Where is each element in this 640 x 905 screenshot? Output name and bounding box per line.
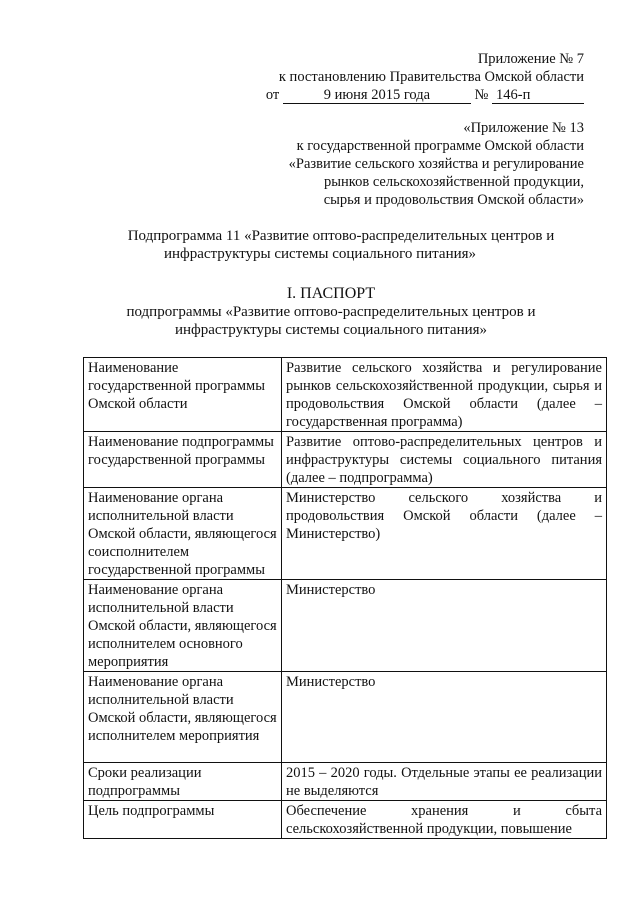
appendix-date-line: [266, 86, 584, 104]
row-label: Наименование органа исполнительной власти Омской области, являющегося соисполнителем государственной программы: [84, 488, 282, 580]
row-label: Наименование государственной программы Омской области: [84, 358, 282, 432]
table-row: [84, 358, 607, 432]
program-name-line-2: рынков сельскохозяйственной продукции,: [324, 174, 584, 190]
row-value: Министерство: [282, 672, 607, 763]
table-row: [84, 672, 607, 763]
subprogram-title-line-1: Подпрограмма 11 «Развитие оптово-распределительных центров и: [127, 228, 555, 244]
table-row: [84, 801, 607, 839]
subprogram-title: [0, 227, 640, 263]
appendix-decree-ref: к постановлению Правительства Омской области: [278, 69, 584, 85]
row-label: Наименование органа исполнительной власти Омской области, являющегося исполнителем основного мероприятия: [84, 580, 282, 672]
table-row: [84, 432, 607, 488]
table-row: [84, 763, 607, 801]
program-ref: к государственной программе Омской области: [296, 138, 584, 154]
appendix-number: Приложение № 7: [477, 51, 584, 67]
row-value: Министерство: [282, 580, 607, 672]
passport-title: I. ПАСПОРТ: [286, 285, 376, 302]
passport-subtitle-line-2: инфраструктуры системы социального питания»: [174, 322, 488, 338]
row-label: Цель подпрограммы: [84, 801, 282, 839]
passport-subtitle-line-1: подпрограммы «Развитие оптово-распределительных центров и: [126, 304, 536, 320]
table-row: [84, 580, 607, 672]
appendix-header: [266, 50, 584, 104]
program-header: [289, 119, 584, 209]
table-row: [84, 488, 607, 580]
row-value: Министерство сельского хозяйства и продовольствия Омской области (далее – Министерство): [282, 488, 607, 580]
passport-table: [83, 357, 607, 839]
program-appendix-number: «Приложение № 13: [463, 120, 584, 136]
row-value: Развитие сельского хозяйства и регулирование рынков сельскохозяйственной продукции, сырья и продовольствия Омской области (далее – государственная программа): [282, 358, 607, 432]
decree-number: 146-п: [492, 88, 584, 104]
decree-date: 9 июня 2015 года: [283, 88, 471, 104]
row-label: Наименование органа исполнительной власти Омской области, являющегося исполнителем мероприятия: [84, 672, 282, 763]
row-value: Развитие оптово-распределительных центров и инфраструктуры системы социального питания (далее – подпрограмма): [282, 432, 607, 488]
number-label: №: [474, 87, 489, 103]
program-name-line-1: «Развитие сельского хозяйства и регулирование: [288, 156, 584, 172]
passport-heading: [0, 285, 640, 339]
row-label: Сроки реализации подпрограммы: [84, 763, 282, 801]
program-name-line-3: сырья и продовольствия Омской области»: [323, 192, 584, 208]
subprogram-title-line-2: инфраструктуры системы социального питания»: [163, 246, 477, 262]
from-label: от: [265, 87, 280, 103]
row-value: Обеспечение хранения и сбыта сельскохозяйственной продукции, повышение: [282, 801, 607, 839]
row-value: 2015 – 2020 годы. Отдельные этапы ее реализации не выделяются: [282, 763, 607, 801]
row-label: Наименование подпрограммы государственной программы: [84, 432, 282, 488]
